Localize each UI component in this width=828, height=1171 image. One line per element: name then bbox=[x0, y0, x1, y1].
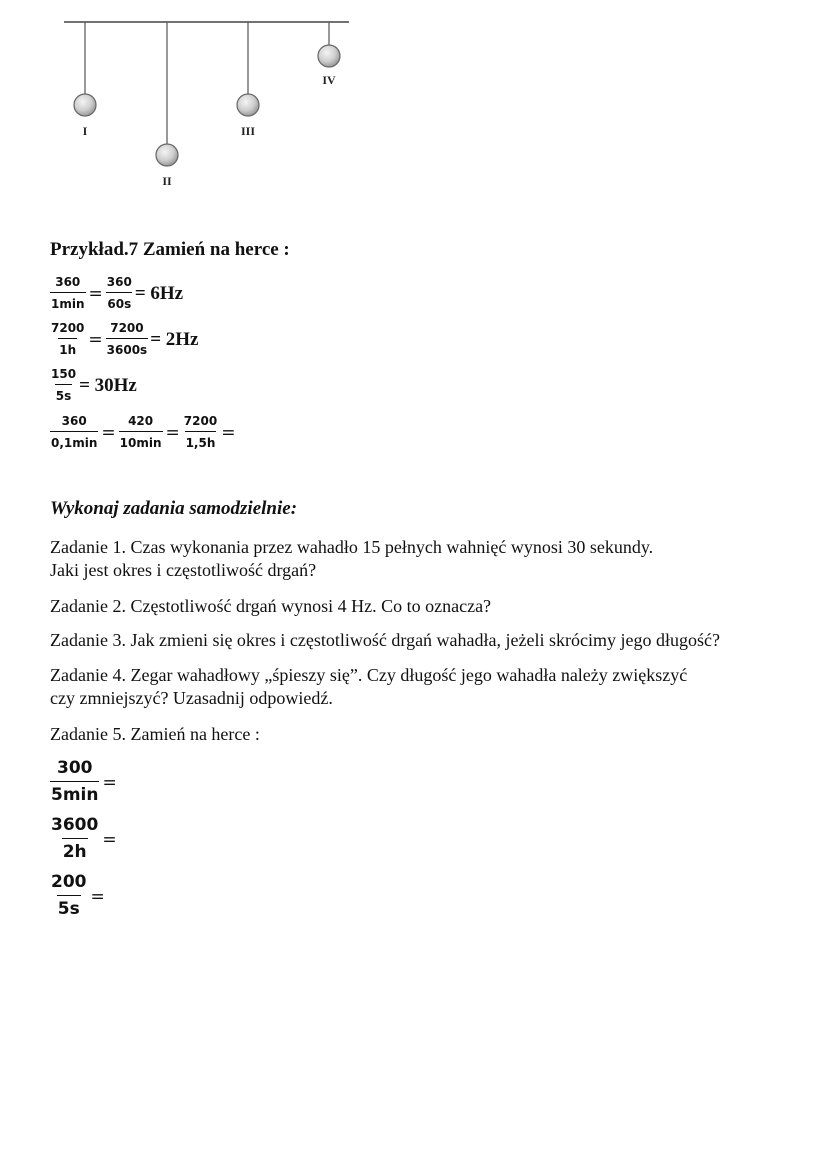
fraction: $\frac{360}{1\min}$ bbox=[51, 275, 85, 311]
pendulum-ii bbox=[156, 22, 178, 188]
task-2: Zadanie 2. Częstotliwość drgań wynosi 4 Hz. Co to oznacza? bbox=[50, 596, 492, 616]
fraction: $\frac{300}{5\min}$ bbox=[51, 758, 99, 805]
result: = 30Hz bbox=[79, 375, 137, 396]
exercise-2: $\frac{3600}{2h}$ = bbox=[51, 815, 117, 862]
fraction: $\frac{3600}{2h}$ bbox=[51, 815, 99, 862]
equation-3 bbox=[50, 367, 137, 403]
result: = bbox=[221, 423, 236, 443]
equation-1: $\frac{360}{1\min}$ = $\frac{360}{60s}$ = 6Hz bbox=[51, 275, 184, 311]
exercise-1: $\frac{300}{5\min}$ = bbox=[51, 758, 117, 805]
pendulum-iii bbox=[237, 22, 259, 138]
label-i: I bbox=[82, 124, 88, 138]
label-ii: II bbox=[162, 174, 172, 188]
fraction: $\frac{420}{10\min}$ bbox=[119, 414, 162, 450]
fraction: $\frac{7200}{1,5h}$ bbox=[183, 414, 218, 450]
equation-4: $\frac{360}{0,1\min}$ = $\frac{420}{10\min}$ = $\frac{7200}{1,5h}$ = bbox=[51, 414, 236, 450]
equation-2: $\frac{7200}{1h}$ = $\frac{7200}{3600s}$ = 2Hz bbox=[51, 321, 199, 357]
task-3: Zadanie 3. Jak zmieni się okres i częstotliwość drgań wahadła, jeżeli skrócimy jego długość? bbox=[50, 630, 720, 650]
example-title: Przykład.7 Zamień na herce : bbox=[50, 239, 290, 260]
fraction: $\frac{200}{5s}$ bbox=[51, 872, 87, 919]
result: = 2Hz bbox=[150, 329, 199, 350]
fraction: $\frac{7200}{1h}$ bbox=[51, 321, 85, 357]
exercise-3: $\frac{200}{5s}$ = bbox=[51, 872, 105, 919]
tasks-title: Wykonaj zadania samodzielnie: bbox=[50, 498, 298, 519]
pendulum-iv bbox=[318, 22, 340, 87]
fraction: $\frac{150}{5s}$ bbox=[51, 367, 77, 403]
fraction: $\frac{7200}{3600s}$ bbox=[106, 321, 148, 357]
pendulum-diagram bbox=[0, 0, 360, 200]
task-4: Zadanie 4. Zegar wahadłowy „śpieszy się”. Czy długość jego wahadła należy zwiększyć czy zmniejszyć? Uzasadnij odpowiedź. bbox=[50, 665, 688, 708]
fraction: $\frac{360}{0,1\min}$ bbox=[51, 414, 98, 450]
task-5: Zadanie 5. Zamień na herce : bbox=[50, 724, 260, 744]
label-iv: IV bbox=[322, 73, 336, 87]
label-iii: III bbox=[240, 124, 256, 138]
fraction: $\frac{360}{60s}$ bbox=[106, 275, 132, 311]
task-1: Zadanie 1. Czas wykonania przez wahadło 15 pełnych wahnięć wynosi 30 sekundy. Jaki jest okres i częstotliwość drgań? bbox=[50, 537, 654, 580]
pendulum-i bbox=[74, 22, 96, 138]
result: = 6Hz bbox=[134, 283, 184, 304]
